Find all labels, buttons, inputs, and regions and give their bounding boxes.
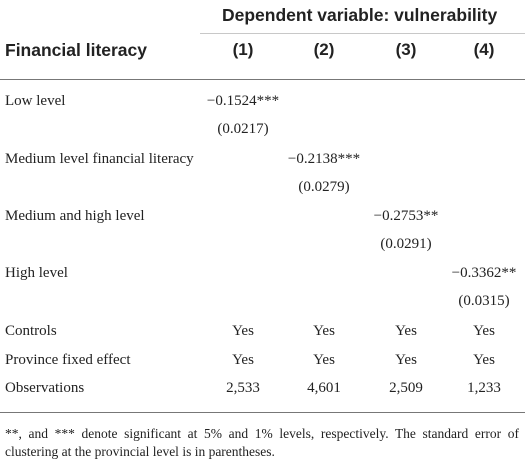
coef-medium: −0.2138*** [287,151,361,167]
observations-col-2: 4,601 [307,380,341,396]
header-divider [200,33,525,34]
row-label-medium-high: Medium and high level [5,208,145,224]
observations-col-1: 2,533 [226,380,260,396]
controls-label: Controls [5,323,57,339]
column-header-3: (3) [395,40,417,59]
se-low: (0.0217) [217,121,269,137]
bottom-rule [0,412,525,413]
controls-col-1: Yes [232,323,254,339]
province-label: Province fixed effect [5,352,131,368]
controls-col-3: Yes [395,323,417,339]
observations-label: Observations [5,380,85,396]
se-medium-high: (0.0291) [380,236,432,252]
row-label-high: High level [5,265,68,281]
dependent-variable-header: Dependent variable: vulnerability [222,5,498,25]
province-col-1: Yes [232,352,254,368]
observations-col-4: 1,233 [467,380,501,396]
table-footnote: **, and *** denote significant at 5% and 1% levels, respectively. The standard error of clustering at the provincial level is in parentheses. [5,426,519,459]
province-col-3: Yes [395,352,417,368]
row-label-medium: Medium level financial literacy [5,151,194,167]
province-col-4: Yes [473,352,495,368]
se-high: (0.0315) [458,293,510,309]
column-header-4: (4) [473,40,495,59]
coef-medium-high: −0.2753** [373,208,439,224]
column-header-2: (2) [313,40,335,59]
column-header-1: (1) [232,40,254,59]
coef-high: −0.3362** [451,265,517,281]
controls-col-4: Yes [473,323,495,339]
observations-col-3: 2,509 [389,380,423,396]
province-col-2: Yes [313,352,335,368]
header-rule [0,79,525,80]
row-label-low: Low level [5,93,66,109]
controls-col-2: Yes [313,323,335,339]
se-medium: (0.0279) [298,179,350,195]
row-header: Financial literacy [5,40,148,60]
coef-low: −0.1524*** [206,93,280,109]
